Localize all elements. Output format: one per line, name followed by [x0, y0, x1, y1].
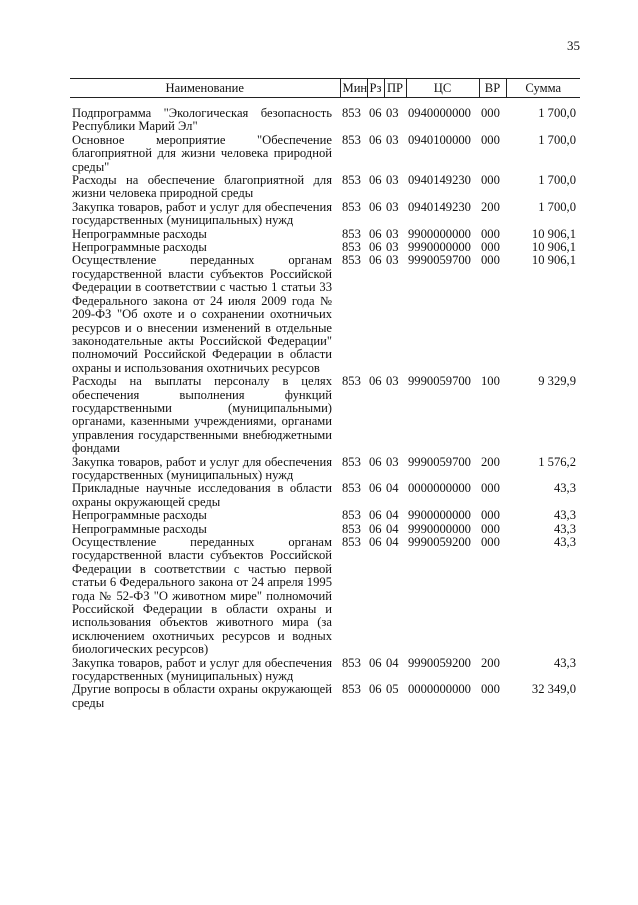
row-cs: 0940100000	[408, 132, 471, 147]
row-sum: 1 700,0	[538, 173, 576, 188]
row-rz: 06	[369, 521, 382, 536]
row-vr: 000	[481, 132, 500, 147]
row-name: Другие вопросы в области охраны окружающей среды	[72, 682, 332, 710]
row-pr: 05	[386, 682, 399, 697]
row-vr: 000	[481, 521, 500, 536]
table-row	[70, 201, 580, 228]
header-name: Наименование	[70, 79, 340, 98]
table-row	[70, 657, 580, 684]
row-cs: 0000000000	[408, 481, 471, 496]
row-rz: 06	[369, 682, 382, 697]
table-row	[70, 375, 580, 455]
row-name: Осуществление переданных органам государственной власти субъектов Российской Федерации в соответствии с частью 1 статьи 33 Федерального закона от 24 июля 2009 года № 209-ФЗ "Об охоте и о сохранении охотничьих ресурсов и о внесении изменений в отдельные законодательные акты Российской Федерации" полномочий Российской Федерации в области охраны и использования охотничьих ресурсов	[72, 253, 332, 375]
row-sum: 1 700,0	[538, 106, 576, 120]
row-name: Непрограммные расходы	[72, 508, 207, 523]
row-name: Закупка товаров, работ и услуг для обеспечения государственных (муниципальных) нужд	[72, 199, 332, 228]
row-pr: 04	[386, 481, 399, 496]
row-vr: 000	[481, 226, 500, 241]
row-name: Осуществление переданных органам государственной власти субъектов Российской Федерации в соответствии с частью первой статьи 6 Федерального закона от 24 апреля 1995 года № 52-ФЗ "О животном мире" полномочий Российской Федерации в области охраны и использования объектов животного мира (за исключением охотничьих ресурсов и водных биологических ресурсов)	[72, 535, 332, 657]
row-pr: 04	[386, 655, 399, 670]
row-vr: 200	[481, 199, 500, 214]
row-min: 853	[342, 454, 361, 469]
row-min: 853	[342, 374, 361, 389]
row-min: 853	[342, 508, 361, 523]
row-name: Подпрограмма "Экологическая безопасность Республики Марий Эл"	[72, 106, 332, 134]
row-sum: 1 576,2	[538, 454, 576, 469]
row-pr: 03	[386, 374, 399, 389]
row-sum: 43,3	[553, 508, 576, 523]
row-vr: 000	[481, 535, 500, 549]
row-cs: 9990059700	[408, 253, 471, 268]
row-rz: 06	[369, 508, 382, 523]
row-sum: 10 906,1	[531, 253, 576, 268]
page-number: 35	[567, 38, 580, 53]
table-row	[70, 456, 580, 483]
row-name: Расходы на обеспечение благоприятной для жизни человека природной среды	[72, 173, 332, 201]
row-rz: 06	[369, 173, 382, 188]
row-cs: 0000000000	[408, 682, 471, 697]
row-sum: 9 329,9	[538, 374, 576, 389]
header-cs: ЦС	[406, 79, 479, 98]
row-vr: 000	[481, 481, 500, 496]
budget-table	[70, 78, 580, 710]
row-pr: 03	[386, 454, 399, 469]
row-vr: 000	[481, 173, 500, 188]
row-min: 853	[342, 253, 361, 268]
row-rz: 06	[369, 226, 382, 241]
row-min: 853	[342, 535, 361, 549]
row-pr: 04	[386, 521, 399, 536]
row-cs: 9990059700	[408, 374, 471, 389]
row-rz: 06	[369, 106, 382, 120]
row-min: 853	[342, 655, 361, 670]
row-cs: 9900000000	[408, 508, 471, 523]
row-min: 853	[342, 682, 361, 697]
row-cs: 9990000000	[408, 521, 471, 536]
row-min: 853	[342, 240, 361, 255]
table-row	[70, 254, 580, 375]
row-vr: 000	[481, 240, 500, 255]
header-sum: Сумма	[506, 79, 580, 98]
table-body	[70, 98, 580, 711]
row-name: Прикладные научные исследования в области охраны окружающей среды	[72, 481, 332, 509]
row-min: 853	[342, 173, 361, 188]
row-pr: 03	[386, 253, 399, 268]
row-rz: 06	[369, 199, 382, 214]
row-sum: 1 700,0	[538, 132, 576, 147]
row-cs: 0940149230	[408, 173, 471, 188]
row-cs: 9990059200	[408, 535, 471, 549]
row-cs: 9990059700	[408, 454, 471, 469]
row-min: 853	[342, 481, 361, 496]
row-pr: 03	[386, 173, 399, 188]
table-row	[70, 228, 580, 241]
table-row	[70, 523, 580, 536]
header-rz: Рз	[367, 79, 384, 98]
row-rz: 06	[369, 374, 382, 389]
table-row	[70, 241, 580, 254]
row-sum: 32 349,0	[531, 682, 576, 697]
row-min: 853	[342, 106, 361, 120]
row-min: 853	[342, 226, 361, 241]
header-min: Мин	[340, 79, 367, 98]
table-row	[70, 98, 580, 134]
row-cs: 9990000000	[408, 240, 471, 255]
row-sum: 43,3	[553, 535, 576, 549]
row-name: Основное мероприятие "Обеспечение благоприятной для жизни человека природной среды"	[72, 132, 332, 174]
row-sum: 10 906,1	[531, 240, 576, 255]
row-pr: 03	[386, 106, 399, 120]
row-vr: 200	[481, 655, 500, 670]
header-vr: ВР	[479, 79, 506, 98]
row-vr: 000	[481, 253, 500, 268]
row-pr: 03	[386, 132, 399, 147]
row-pr: 03	[386, 226, 399, 241]
table-row	[70, 174, 580, 201]
table-row	[70, 134, 580, 174]
row-pr: 04	[386, 508, 399, 523]
row-sum: 1 700,0	[538, 199, 576, 214]
row-rz: 06	[369, 132, 382, 147]
row-cs: 0940149230	[408, 199, 471, 214]
table-row	[70, 536, 580, 657]
row-vr: 000	[481, 682, 500, 697]
row-vr: 000	[481, 106, 500, 120]
row-rz: 06	[369, 454, 382, 469]
row-name: Непрограммные расходы	[72, 226, 207, 241]
row-sum: 43,3	[553, 481, 576, 496]
row-rz: 06	[369, 240, 382, 255]
row-cs: 0940000000	[408, 106, 471, 120]
table-row	[70, 509, 580, 522]
row-rz: 06	[369, 481, 382, 496]
table-header	[70, 79, 580, 98]
row-rz: 06	[369, 253, 382, 268]
table-row	[70, 482, 580, 509]
row-sum: 43,3	[553, 521, 576, 536]
row-pr: 04	[386, 535, 399, 549]
row-sum: 43,3	[553, 655, 576, 670]
row-name: Непрограммные расходы	[72, 240, 207, 255]
row-cs: 9900000000	[408, 226, 471, 241]
row-vr: 000	[481, 508, 500, 523]
row-min: 853	[342, 132, 361, 147]
row-min: 853	[342, 521, 361, 536]
row-name: Непрограммные расходы	[72, 521, 207, 536]
row-cs: 9990059200	[408, 655, 471, 670]
row-sum: 10 906,1	[531, 226, 576, 241]
table-row	[70, 683, 580, 710]
row-vr: 200	[481, 454, 500, 469]
row-name: Закупка товаров, работ и услуг для обеспечения государственных (муниципальных) нужд	[72, 454, 332, 482]
row-rz: 06	[369, 655, 382, 670]
row-pr: 03	[386, 240, 399, 255]
row-pr: 03	[386, 199, 399, 214]
row-min: 853	[342, 199, 361, 214]
row-rz: 06	[369, 535, 382, 549]
row-name: Расходы на выплаты персоналу в целях обеспечения выполнения функций государственными (муниципальными) органами, казенными учреждениями, органами управления государственными внебюджетными фондами	[72, 374, 332, 456]
row-vr: 100	[481, 374, 500, 389]
row-name: Закупка товаров, работ и услуг для обеспечения государственных (муниципальных) нужд	[72, 655, 332, 684]
header-pr: ПР	[384, 79, 406, 98]
